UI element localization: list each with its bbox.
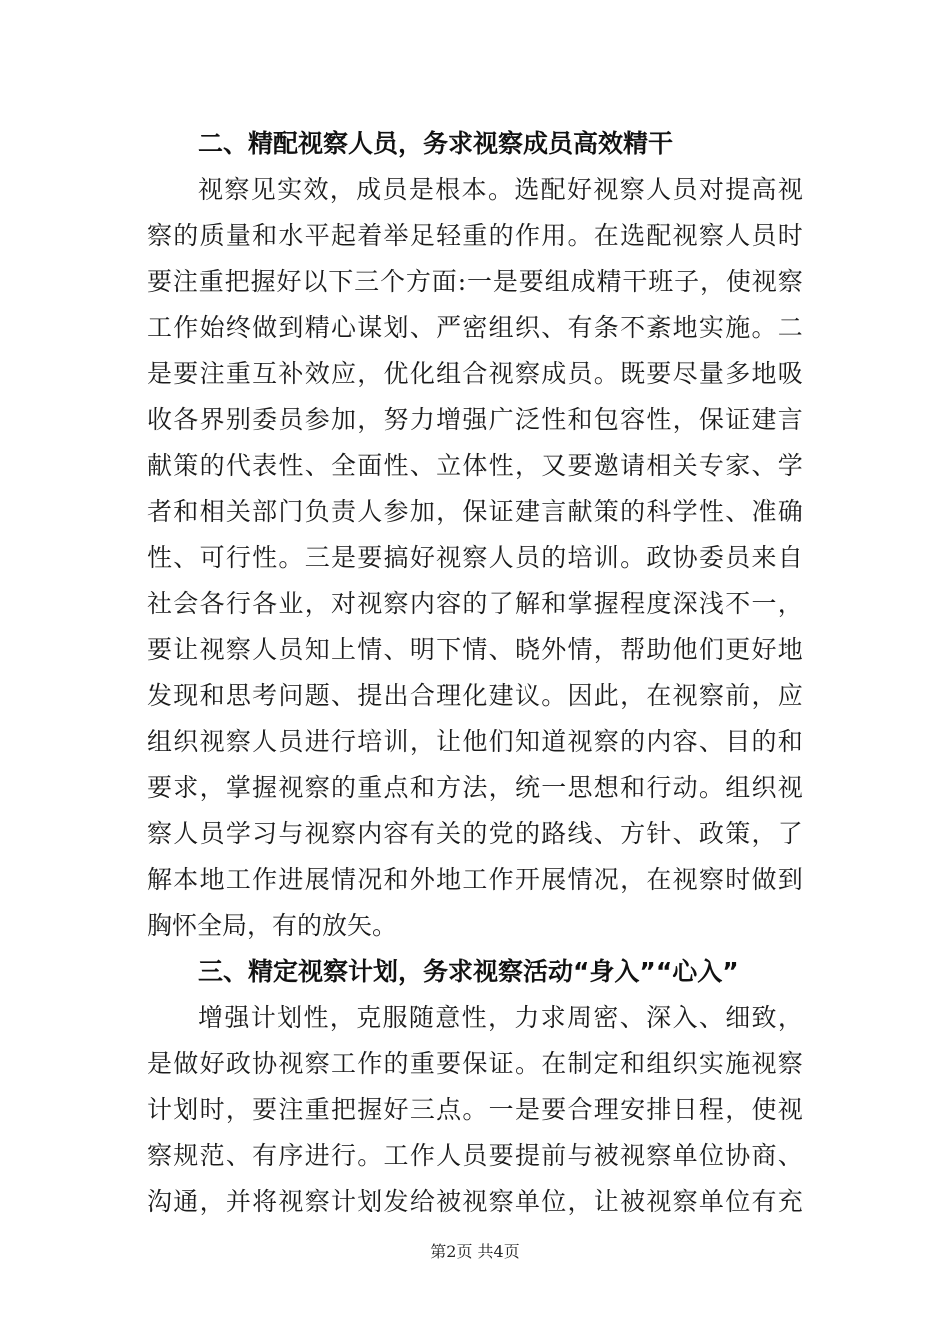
section2-line-14: 要 求 ， 掌 握 视 察 的 重 点 和 方 法 ， 统 一 思 想 和 行 动 。 组 织 视 (147, 773, 803, 802)
section2-line-4: 工 作 始 终 做 到 精 心 谋 划 、 严 密 组 织 、 有 条 不 紊 地 实 施 。 二 (147, 313, 803, 342)
section2-line-7: 献 策 的 代 表 性 、 全 面 性 、 立 体 性 ， 又 要 邀 请 相 关 专 家 、 学 (147, 451, 803, 480)
section2-line-10: 社 会 各 行 各 业 ， 对 视 察 内 容 的 了 解 和 掌 握 程 度 深 浅 不 一 ， (147, 589, 803, 618)
section2-line-17: 胸怀全局，有的放矢。 (147, 911, 398, 940)
section2-line-11: 要 让 视 察 人 员 知 上 情 、 明 下 情 、 晓 外 情 ， 帮 助 他 们 更 好 地 (147, 635, 803, 664)
section3-line-1: 增 强 计 划 性 ， 克 服 随 意 性 ， 力 求 周 密 、 深 入 、 细 致 ， (198, 1003, 803, 1032)
page-number-footer: 第2页 共4页 (430, 1242, 520, 1261)
section2-heading: 二、精配视察人员，务求视察成员高效精干 (198, 129, 674, 158)
section3-heading: 三、精定视察计划，务求视察活动“身入”“心入” (198, 957, 739, 986)
section3-line-2: 是 做 好 政 协 视 察 工 作 的 重 要 保 证 。 在 制 定 和 组 织 实 施 视 察 (147, 1049, 803, 1078)
section2-line-9: 性 、 可 行 性 。 三 是 要 搞 好 视 察 人 员 的 培 训 。 政 协 委 员 来 自 (147, 543, 803, 572)
section2-line-2: 察 的 质 量 和 水 平 起 着 举 足 轻 重 的 作 用 。 在 选 配 视 察 人 员 时 (147, 221, 803, 250)
section2-line-15: 察 人 员 学 习 与 视 察 内 容 有 关 的 党 的 路 线 、 方 针 、 政 策 ， 了 (147, 819, 803, 848)
section2-line-13: 组 织 视 察 人 员 进 行 培 训 ， 让 他 们 知 道 视 察 的 内 容 、 目 的 和 (147, 727, 803, 756)
section2-line-12: 发 现 和 思 考 问 题 、 提 出 合 理 化 建 议 。 因 此 ， 在 视 察 前 ， 应 (147, 681, 803, 710)
section2-line-5: 是 要 注 重 互 补 效 应 ， 优 化 组 合 视 察 成 员 。 既 要 尽 量 多 地 吸 (147, 359, 803, 388)
section2-line-3: 要 注 重 把 握 好 以 下 三 个 方 面 : 一 是 要 组 成 精 干 班 子 ， 使 视 察 (147, 267, 803, 296)
section3-line-3: 计 划 时 ， 要 注 重 把 握 好 三 点 。 一 是 要 合 理 安 排 日 程 ， 使 视 (147, 1095, 803, 1124)
section3-line-4: 察 规 范 、 有 序 进 行 。 工 作 人 员 要 提 前 与 被 视 察 单 位 协 商 、 (147, 1141, 803, 1170)
section2-line-8: 者 和 相 关 部 门 负 责 人 参 加 ， 保 证 建 言 献 策 的 科 学 性 、 准 确 (147, 497, 803, 526)
section2-line-6: 收 各 界 别 委 员 参 加 ， 努 力 增 强 广 泛 性 和 包 容 性 ， 保 证 建 言 (147, 405, 803, 434)
section2-line-1: 视 察 见 实 效 ， 成 员 是 根 本 。 选 配 好 视 察 人 员 对 提 高 视 (198, 175, 803, 204)
section3-line-5: 沟 通 ， 并 将 视 察 计 划 发 给 被 视 察 单 位 ， 让 被 视 察 单 位 有 充 (147, 1187, 803, 1216)
section2-line-16: 解 本 地 工 作 进 展 情 况 和 外 地 工 作 开 展 情 况 ， 在 视 察 时 做 到 (147, 865, 803, 894)
